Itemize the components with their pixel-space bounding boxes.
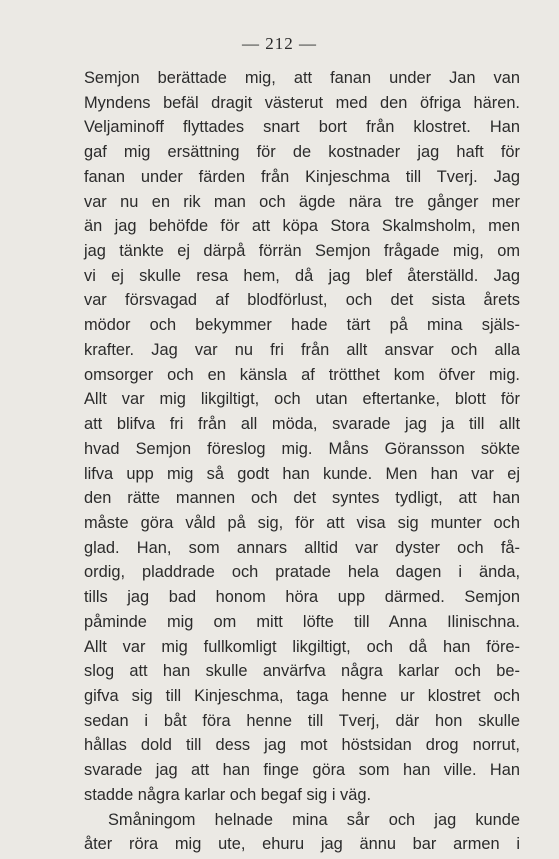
text-line: stadde några karlar och begaf sig i väg. xyxy=(84,785,372,804)
text-line: att blifva fri från all möda, svarade jag ja till allt xyxy=(84,415,520,434)
text-line: sedan i båt föra henne till Tverj, där hon skulle xyxy=(84,711,520,730)
text-line: lifva upp mig så godt han kunde. Men han var ej xyxy=(84,464,520,483)
text-line: ordig, pladdrade och pratade hela dagen i ända, xyxy=(84,563,520,582)
text-line: svarade jag att han finge göra som han ville. Han xyxy=(84,761,520,780)
text-line: Semjon berättade mig, att fanan under Jan van xyxy=(84,69,520,87)
text-line: omsorger och en känsla af trötthet kom öfver mig. xyxy=(84,365,520,384)
text-line: Allt var mig fullkomligt likgiltigt, och då han före- xyxy=(84,637,520,656)
text-line: åter röra mig ute, ehuru jag ännu bar armen i xyxy=(84,835,520,854)
body-text xyxy=(84,66,520,857)
text-line: krafter. Jag var nu fri från allt ansvar och alla xyxy=(84,340,520,359)
text-line: fanan under färden från Kinjeschma till Tverj. Jag xyxy=(84,167,520,186)
text-line: gaf mig ersättning för de kostnader jag haft för xyxy=(84,143,520,162)
text-line: gifva sig till Kinjeschma, taga henne ur klostret och xyxy=(84,686,520,705)
text-line: Småningom helnade mina sår och jag kunde xyxy=(108,810,520,829)
text-line: var försvagad af blodförlust, och det sista årets xyxy=(84,291,520,310)
text-line: måste göra våld på sig, för att visa sig munter och xyxy=(84,513,520,532)
text-line: Myndens befäl dragit västerut med den öfriga hären. xyxy=(84,93,520,112)
text-line: den rätte mannen och det syntes tydligt, att han xyxy=(84,489,520,508)
text-line: hvad Semjon föreslog mig. Måns Göransson sökte xyxy=(84,439,520,458)
text-line: glad. Han, som annars alltid var dyster och få- xyxy=(84,538,520,557)
text-line: vi ej skulle resa hem, då jag blef återställd. Jag xyxy=(84,266,520,285)
text-line: var nu en rik man och ägde nära tre gånger mer xyxy=(84,192,520,211)
text-line: tills jag bad honom höra upp därmed. Semjon xyxy=(84,588,520,607)
text-line: jag tänkte ej därpå förrän Semjon frågade mig, om xyxy=(84,242,520,261)
text-line: påminde mig om mitt löfte till Anna Ilinischna. xyxy=(84,612,520,631)
text-line: hållas dold till dess jag mot höstsidan drog norrut, xyxy=(84,736,520,755)
text-line: Veljaminoff flyttades snart bort från klostret. Han xyxy=(84,118,520,137)
text-line: mödor och bekymmer hade tärt på mina själs- xyxy=(84,316,520,335)
text-line: slog att han skulle anvärfva några karlar och be- xyxy=(84,662,520,681)
page-number: — 212 — xyxy=(242,34,317,53)
text-line: Allt var mig likgiltigt, och utan eftertanke, blott för xyxy=(84,390,520,409)
text-line: än jag behöfde för att köpa Stora Skalmsholm, men xyxy=(84,217,520,236)
